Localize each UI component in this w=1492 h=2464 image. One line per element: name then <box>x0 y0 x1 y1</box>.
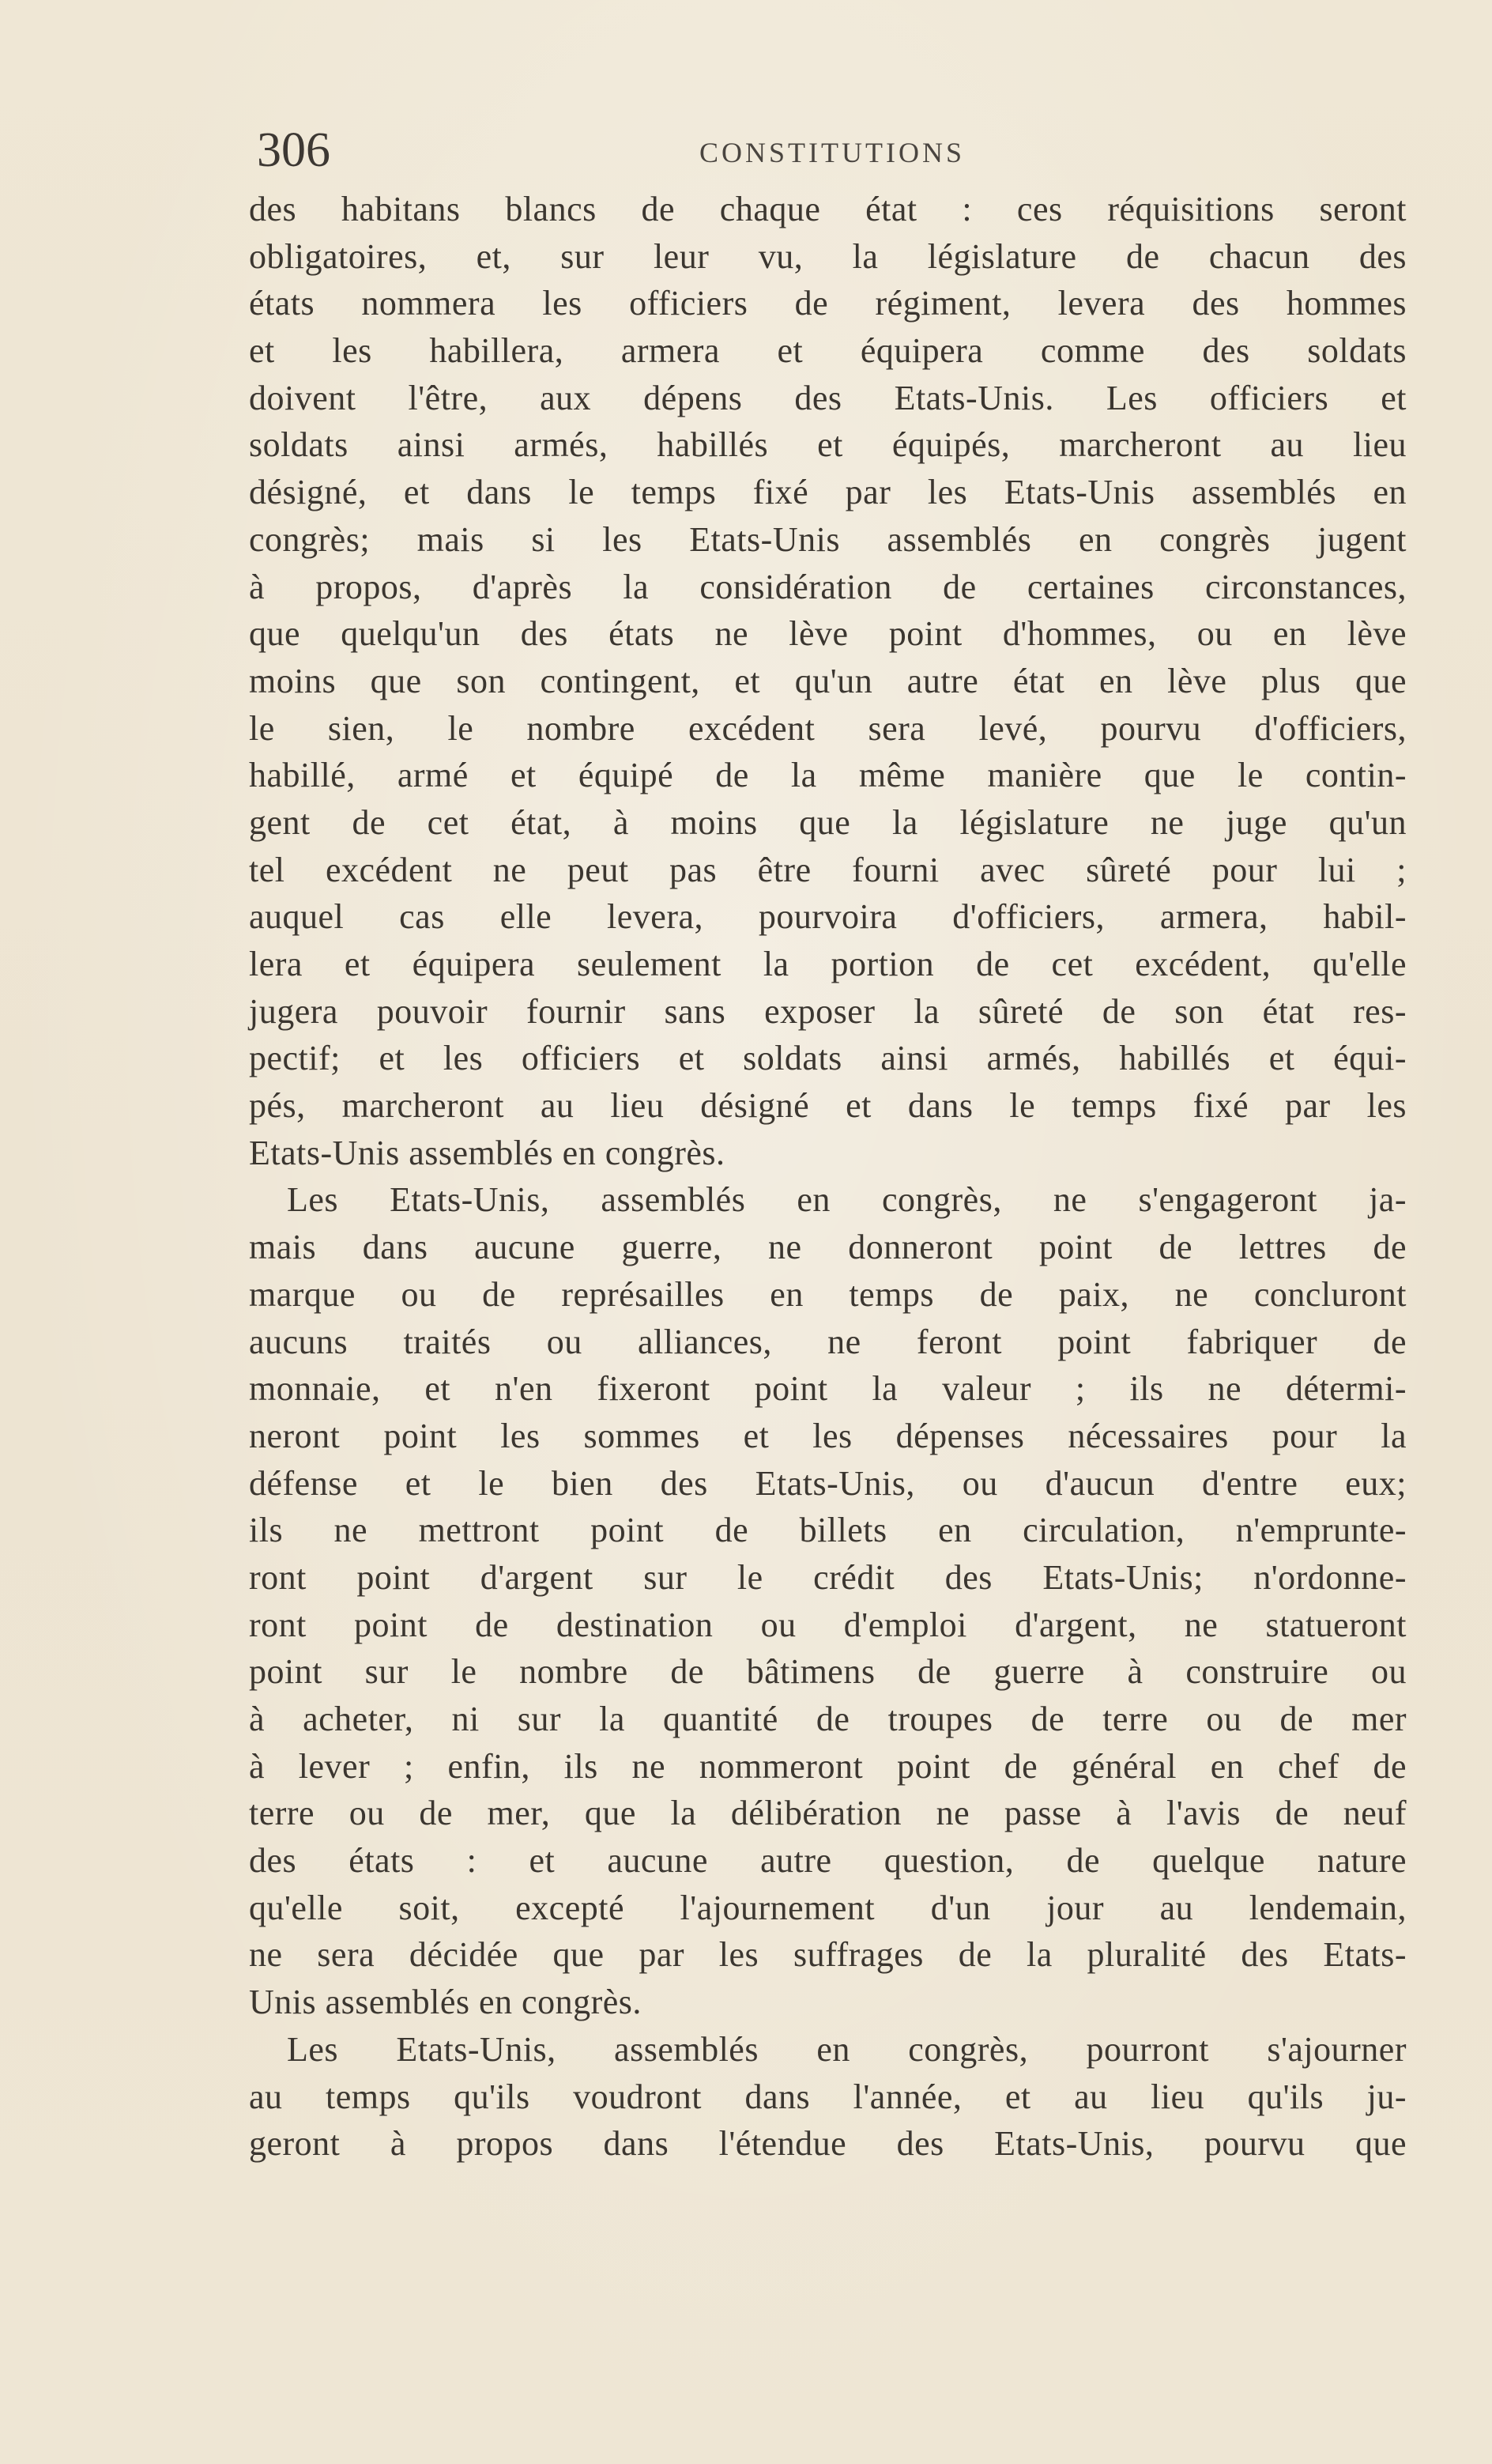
text-line: pectif; et les officiers et soldats ainsi armés, habillés et équi- <box>249 1039 1407 1078</box>
text-line: moins que son contingent, et qu'un autre état en lève plus que <box>249 661 1407 700</box>
text-line: soldats ainsi armés, habillés et équipés, marcheront au lieu <box>249 425 1407 465</box>
text-line: à lever ; enfin, ils ne nommeront point de général en chef de <box>249 1746 1407 1786</box>
text-line: à propos, d'après la considération de certaines circonstances, <box>249 567 1407 606</box>
text-line: tel excédent ne peut pas être fourni avec sûreté pour lui ; <box>249 850 1407 889</box>
running-title: CONSTITUTIONS <box>699 137 965 168</box>
text-line: qu'elle soit, excepté l'ajournement d'un jour au lendemain, <box>249 1888 1407 1927</box>
running-head <box>257 119 1403 182</box>
text-line: point sur le nombre de bâtimens de guerre à construire ou <box>249 1652 1407 1692</box>
text-line: congrès; mais si les Etats-Unis assemblés en congrès jugent <box>249 519 1407 559</box>
text-line: Etats-Unis assemblés en congrès. <box>249 1133 725 1172</box>
text-line: et les habillera, armera et équipera comme des soldats <box>249 331 1407 371</box>
text-line: monnaie, et n'en fixeront point la valeur ; ils ne détermi- <box>249 1369 1407 1409</box>
text-line: doivent l'être, aux dépens des Etats-Unis. Les officiers et <box>249 378 1407 417</box>
text-line: gent de cet état, à moins que la législature ne juge qu'un <box>249 802 1407 842</box>
text-line: ront point de destination ou d'emploi d'argent, ne statueront <box>249 1605 1407 1644</box>
text-line: marque ou de représailles en temps de paix, ne concluront <box>249 1274 1407 1314</box>
text-line: Les Etats-Unis, assemblés en congrès, ne s'engageront ja- <box>287 1180 1407 1220</box>
text-line: aucuns traités ou alliances, ne feront point fabriquer de <box>249 1322 1407 1361</box>
text-line: auquel cas elle levera, pourvoira d'officiers, armera, habil- <box>249 897 1407 937</box>
text-line: à acheter, ni sur la quantité de troupes de terre ou de mer <box>249 1700 1407 1738</box>
text-line: mais dans aucune guerre, ne donneront point de lettres de <box>249 1228 1407 1267</box>
text-line: neront point les sommes et les dépenses nécessaires pour la <box>249 1416 1407 1455</box>
text-line: habillé, armé et équipé de la même manière que le contin- <box>249 756 1407 795</box>
text-line: que quelqu'un des états ne lève point d'hommes, ou en lève <box>249 614 1407 654</box>
text-line: geront à propos dans l'étendue des Etats-Unis, pourvu que <box>249 2124 1407 2164</box>
text-line: désigné, et dans le temps fixé par les Etats-Unis assemblés en <box>249 473 1407 512</box>
text-line: au temps qu'ils voudront dans l'année, et au lieu qu'ils ju- <box>249 2077 1407 2116</box>
text-line: défense et le bien des Etats-Unis, ou d'aucun d'entre eux; <box>249 1463 1407 1503</box>
body-text <box>249 186 1407 2168</box>
text-line: ils ne mettront point de billets en circulation, n'emprunte- <box>249 1511 1407 1550</box>
page-number: 306 <box>257 123 330 177</box>
text-line: ront point d'argent sur le crédit des Etats-Unis; n'ordonne- <box>249 1557 1407 1597</box>
text-line: pés, marcheront au lieu désigné et dans le temps fixé par les <box>249 1086 1407 1126</box>
text-line: obligatoires, et, sur leur vu, la législature de chacun des <box>249 236 1407 276</box>
text-line: Les Etats-Unis, assemblés en congrès, pourront s'ajourner <box>287 2029 1407 2069</box>
text-line: lera et équipera seulement la portion de cet excédent, qu'elle <box>249 945 1407 983</box>
text-line: ne sera décidée que par les suffrages de la pluralité des Etats- <box>249 1935 1407 1975</box>
text-line: des habitans blancs de chaque état : ces réquisitions seront <box>249 190 1407 228</box>
text-line: états nommera les officiers de régiment, levera des hommes <box>249 284 1407 323</box>
text-line: jugera pouvoir fournir sans exposer la sûreté de son état res- <box>249 991 1407 1031</box>
text-line: le sien, le nombre excédent sera levé, pourvu d'officiers, <box>249 708 1407 748</box>
text-line: terre ou de mer, que la délibération ne passe à l'avis de neuf <box>249 1794 1407 1833</box>
text-line: Unis assemblés en congrès. <box>249 1983 642 2022</box>
text-line: des états : et aucune autre question, de quelque nature <box>249 1841 1407 1881</box>
